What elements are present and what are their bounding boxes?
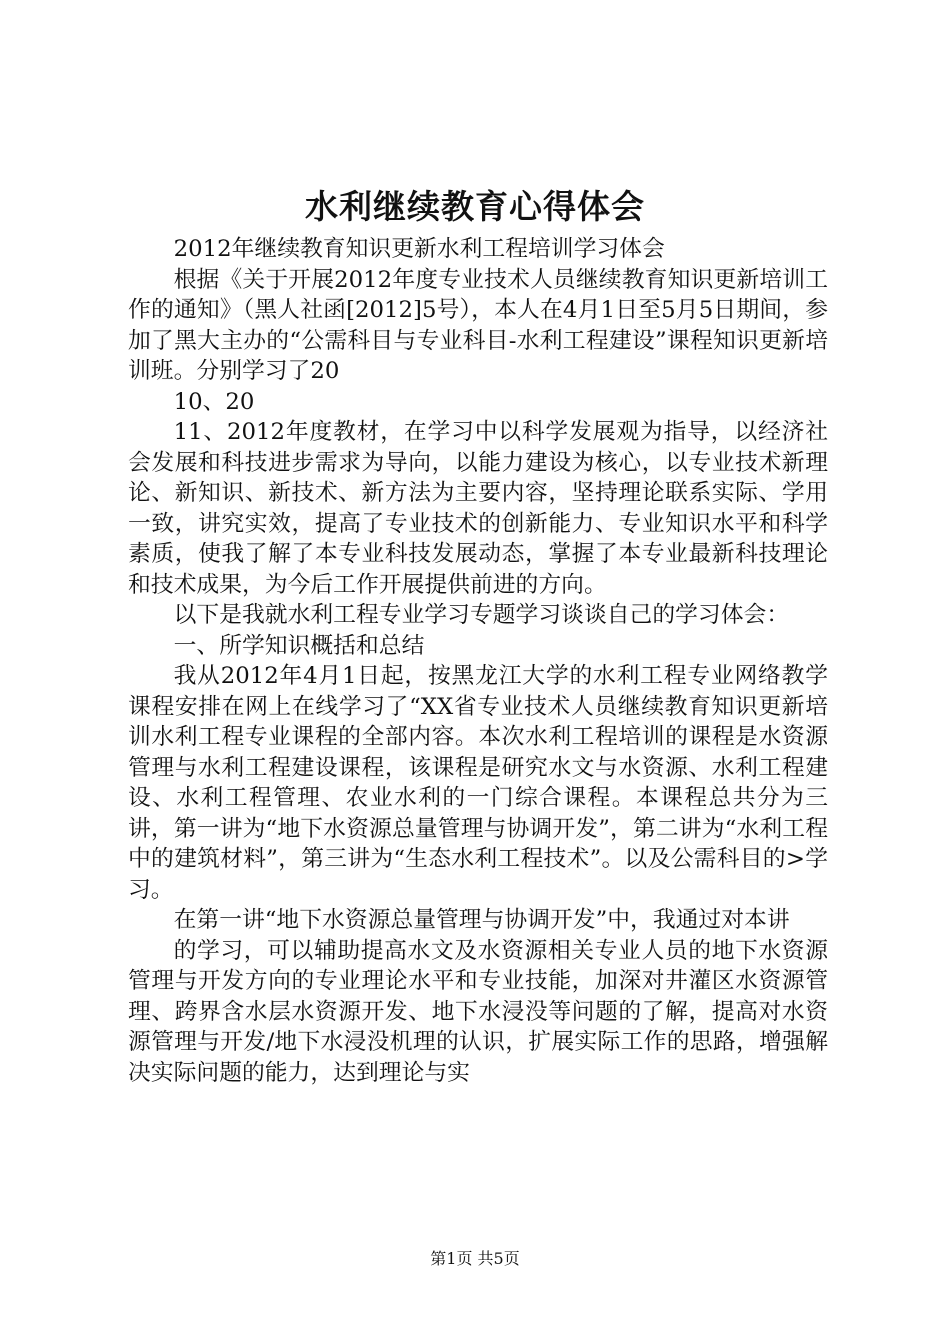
paragraph: 的学习，可以辅助提高水文及水资源相关专业人员的地下水资源管理与开发方向的专业理论水平和专业技能，加深对井灌区水资源管理、跨界含水层水资源开发、地下水浸没等问题的了解，提高对水资源管理与开发/地下水浸没机理的认识，扩展实际工作的思路，增强解决实际问题的能力，达到理论与实 [128,937,828,1086]
paragraph: 以下是我就水利工程专业学习专题学习谈谈自己的学习体会： [173,602,790,628]
paragraph: 我从2012年4月1日起，按黑龙江大学的水利工程专业网络教学课程安排在网上在线学习了“XX省专业技术人员继续教育知识更新培训水利工程专业课程的全部内容。本次水利工程培训的课程是水资源管理与水利工程建设课程，该课程是研究水文与水资源、水利工程建设、水利工程管理、农业水利的一门综合课程。本课程总共分为三讲，第一讲为“地下水资源总量管理与协调开发”，第二讲为“水利工程中的建筑材料”，第三讲为“生态水利工程技术”。以及公需科目的>学习。 [128,663,828,903]
paragraph: 10、20 [173,388,255,415]
paragraph: 根据《关于开展2012年度专业技术人员继续教育知识更新培训工作的通知》（黑人社函[2012]5号），本人在4月1日至5月5日期间，参加了黑大主办的“公需科目与专业科目-水利工程建设”课程知识更新培训班。分别学习了20 [128,266,828,384]
section-heading: 一、所学知识概括和总结 [173,632,425,659]
paragraph: 在第一讲“地下水资源总量管理与协调开发”中，我通过对本讲 [173,907,790,933]
document-title: 水利继续教育心得体会 [305,187,645,226]
paragraph: 2012年继续教育知识更新水利工程培训学习体会 [173,236,665,262]
page-footer: 第1页 共5页 [430,1249,520,1268]
paragraph: 11、2012年度教材，在学习中以科学发展观为指导，以经济社会发展和科技进步需求为导向，以能力建设为核心，以专业技术新理论、新知识、新技术、新方法为主要内容，坚持理论联系实际、学用一致，讲究实效，提高了专业技术的创新能力、专业知识水平和科学素质，使我了解了本专业科技发展动态，掌握了本专业最新科技理论和技术成果，为今后工作开展提供前进的方向。 [128,419,828,598]
document-body [128,234,828,1088]
